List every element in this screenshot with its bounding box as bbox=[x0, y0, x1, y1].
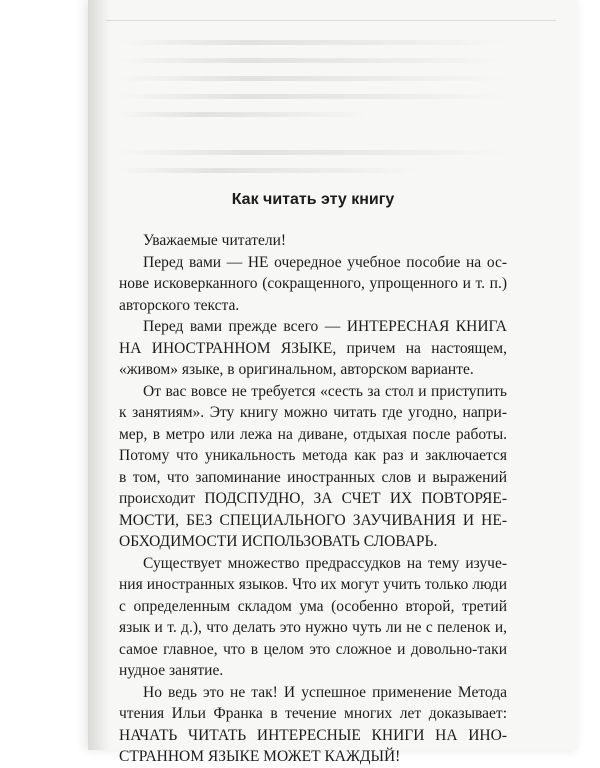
body-text bbox=[119, 230, 507, 768]
text-line: к занятиям». Эту книгу можно читать где угодно, напри- bbox=[119, 404, 507, 421]
text-line: происходит ПОДСПУДНО, ЗА СЧЕТ ИХ ПОВТОРЯЕ- bbox=[119, 490, 507, 507]
bleed-through-line bbox=[118, 40, 508, 45]
text-line: Перед вами — НЕ очередное учебное пособие на ос- bbox=[143, 253, 507, 271]
bleed-through-line bbox=[118, 168, 418, 173]
text-line: МОСТИ, БЕЗ СПЕЦИАЛЬНОГО ЗАУЧИВАНИЯ И НЕ- bbox=[119, 511, 507, 529]
paragraph bbox=[119, 252, 507, 317]
bleed-through-line bbox=[118, 58, 508, 63]
text-line: НАЧАТЬ ЧИТАТЬ ИНТЕРЕСНЫЕ КНИГИ НА ИНО- bbox=[119, 726, 507, 744]
page-content bbox=[119, 190, 507, 768]
text-line: самое главное, что в целом это сложное и довольно-таки bbox=[119, 640, 507, 658]
running-head bbox=[106, 6, 556, 21]
paragraph bbox=[119, 316, 507, 381]
text-line: авторского текста. bbox=[119, 296, 240, 314]
text-line: НА ИНОСТРАННОМ ЯЗЫКЕ, причем на настоящем, bbox=[119, 339, 507, 357]
text-line: «живом» языке, в оригинальном, авторском варианте. bbox=[119, 361, 474, 378]
bleed-through-line bbox=[118, 150, 508, 155]
text-line: в том, что запоминание иностранных слов и выражений bbox=[119, 468, 507, 486]
text-line: От вас вовсе не требуется «сесть за стол и приступить bbox=[143, 382, 507, 400]
text-line: Существует множество предрассудков на тему изуче- bbox=[143, 554, 507, 572]
paragraph bbox=[119, 682, 507, 768]
text-line: СТРАННОМ ЯЗЫКЕ МОЖЕТ КАЖДЫЙ! bbox=[119, 748, 401, 765]
text-line: язык и т. д.), что делать это нужно чуть ли не с пеленок и, bbox=[119, 619, 507, 636]
text-line: нудное занятие. bbox=[119, 662, 224, 679]
text-line: нове исковерканного (сокращенного, упрощенного и т. п.) bbox=[119, 275, 507, 292]
text-line: Потому что уникальность метода как раз и заключается bbox=[119, 447, 507, 464]
text-line: чтения Ильи Франка в течение многих лет доказывает: bbox=[119, 705, 507, 722]
text-line: ОБХОДИМОСТИ ИСПОЛЬЗОВАТЬ СЛОВАРЬ. bbox=[119, 533, 438, 550]
paragraph bbox=[119, 553, 507, 682]
page-gutter-shadow bbox=[88, 0, 110, 750]
text-line: Но ведь это не так! И успешное применение Метода bbox=[143, 683, 507, 701]
text-line: ния иностранных языков. Что их могут учить только люди bbox=[119, 576, 507, 593]
text-line: мер, в метро или лежа на диване, отдыхая после работы. bbox=[119, 425, 507, 443]
text-line: Перед вами прежде всего — ИНТЕРЕСНАЯ КНИГА bbox=[143, 318, 507, 335]
book-page bbox=[88, 0, 578, 765]
bleed-through-line bbox=[118, 76, 508, 81]
paragraph bbox=[119, 230, 507, 252]
bleed-through-line bbox=[118, 94, 508, 99]
bleed-through-line bbox=[118, 112, 368, 117]
chapter-title: Как читать эту книгу bbox=[231, 191, 395, 208]
text-line: с определенным складом ума (особенно второй, третий bbox=[119, 597, 507, 615]
text-line: Уважаемые читатели! bbox=[143, 232, 287, 249]
paragraph bbox=[119, 381, 507, 553]
